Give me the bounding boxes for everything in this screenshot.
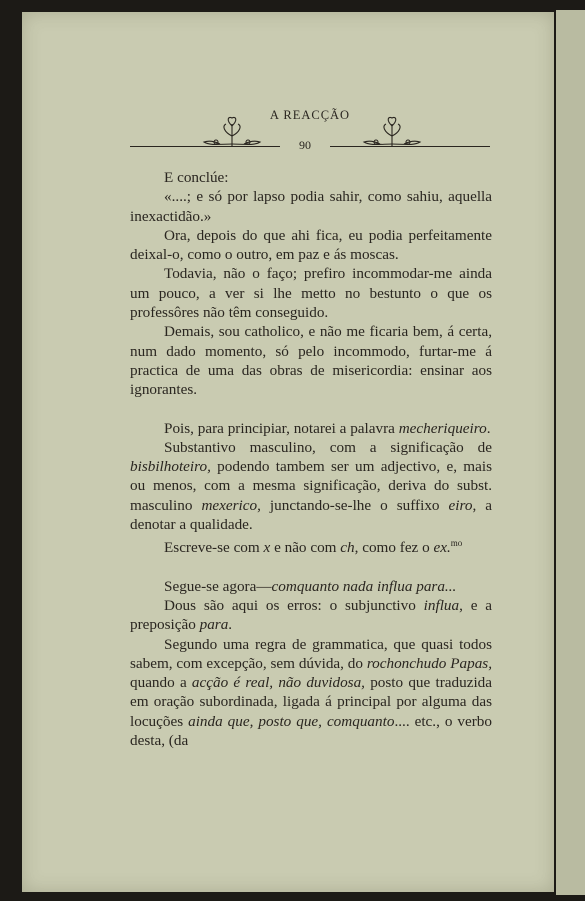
text-run: Substantivo masculino, com a significação de bbox=[164, 438, 492, 456]
paragraph bbox=[130, 168, 492, 187]
text-run: Demais, sou catholico, e não me ficaria bem, á certa, num dado momento, só pelo incommodo, furtar-me á practica de uma das obras de misericordia: ensinar aos ignorantes. bbox=[130, 323, 492, 399]
fleuron-ornament-icon bbox=[362, 116, 422, 148]
text-run: Escreve-se com bbox=[164, 539, 264, 557]
page-number: 90 bbox=[299, 138, 311, 152]
body-text bbox=[130, 168, 492, 750]
text-run: «....; e só por lapso podia sahir, como sahiu, aquella inexactidão.» bbox=[130, 188, 492, 225]
running-title: A REACÇÃO bbox=[269, 108, 351, 122]
text-run: podendo tambem ser um adjectivo, e, mais ou menos, com a mesma significação, deriva do subst. masculino bbox=[130, 458, 492, 514]
paragraph bbox=[130, 419, 492, 438]
text-run: , e a preposição bbox=[130, 597, 492, 634]
paragraph bbox=[130, 187, 492, 226]
text-run: Todavia, não o faço; prefiro incommodar-me ainda um pouco, a ver si lhe metto no bestunto o que os professôres não têm conseguido. bbox=[130, 265, 492, 322]
italic-text: ex. bbox=[433, 539, 451, 557]
text-run: .... etc., o verbo desta, (da bbox=[130, 712, 492, 750]
text-run: . bbox=[228, 616, 233, 634]
paragraph bbox=[130, 226, 492, 265]
text-run: quando a bbox=[130, 674, 192, 692]
page-header bbox=[130, 108, 490, 158]
text-run: E conclúe: bbox=[164, 169, 229, 186]
text-run: Segundo uma regra de grammatica, que quasi todos sabem, com excepção, sem dúvida, do bbox=[130, 635, 492, 672]
italic-text: comquanto nada influa para... bbox=[271, 577, 457, 595]
paragraph bbox=[130, 635, 492, 751]
italic-text: ch bbox=[340, 539, 355, 557]
superscript-text: mo bbox=[450, 538, 463, 549]
text-run: Ora, depois do que ahi fica, eu podia perfeitamente deixal-o, como o outro, em paz e ás moscas. bbox=[130, 226, 492, 264]
italic-text: bisbilhoteiro, bbox=[130, 458, 211, 476]
text-run: , como fez o bbox=[354, 539, 434, 557]
paragraph-gap bbox=[130, 400, 492, 419]
italic-text: para bbox=[199, 616, 229, 634]
text-run: , a denotar a qualidade. bbox=[130, 496, 492, 534]
paragraph bbox=[130, 577, 492, 596]
paragraph-gap bbox=[130, 558, 492, 577]
paragraph bbox=[130, 534, 492, 557]
text-run: Segue-se agora— bbox=[164, 577, 272, 595]
paragraph bbox=[130, 322, 492, 399]
text-run: Dous são aqui os erros: o subjunctivo bbox=[164, 597, 424, 614]
text-run: . bbox=[486, 419, 491, 437]
italic-text: influa bbox=[423, 597, 460, 614]
paragraph bbox=[130, 438, 492, 534]
header-rule-left bbox=[130, 146, 280, 147]
paragraph bbox=[130, 596, 492, 635]
italic-text: mecheriqueiro bbox=[398, 419, 487, 437]
text-run: posto que traduzida em oração subordinada, ligada á principal por alguma das locuções bbox=[130, 674, 493, 730]
italic-text: acção é real, não duvidosa, bbox=[191, 674, 365, 692]
adjacent-page-edge bbox=[556, 10, 585, 895]
italic-text: x bbox=[263, 539, 271, 557]
paragraph bbox=[130, 264, 492, 322]
italic-text: rochonchudo Papas, bbox=[366, 654, 492, 672]
text-run: , junctando-se-lhe o suffixo bbox=[257, 496, 449, 514]
header-rule-right bbox=[330, 146, 490, 147]
text-run: Pois, para principiar, notarei a palavra bbox=[164, 419, 399, 437]
text-run: e não com bbox=[270, 539, 341, 557]
italic-text: eiro bbox=[448, 496, 473, 514]
fleuron-ornament-icon bbox=[202, 116, 262, 148]
italic-text: ainda que, posto que, comquanto bbox=[188, 712, 395, 730]
italic-text: mexerico bbox=[201, 496, 258, 514]
